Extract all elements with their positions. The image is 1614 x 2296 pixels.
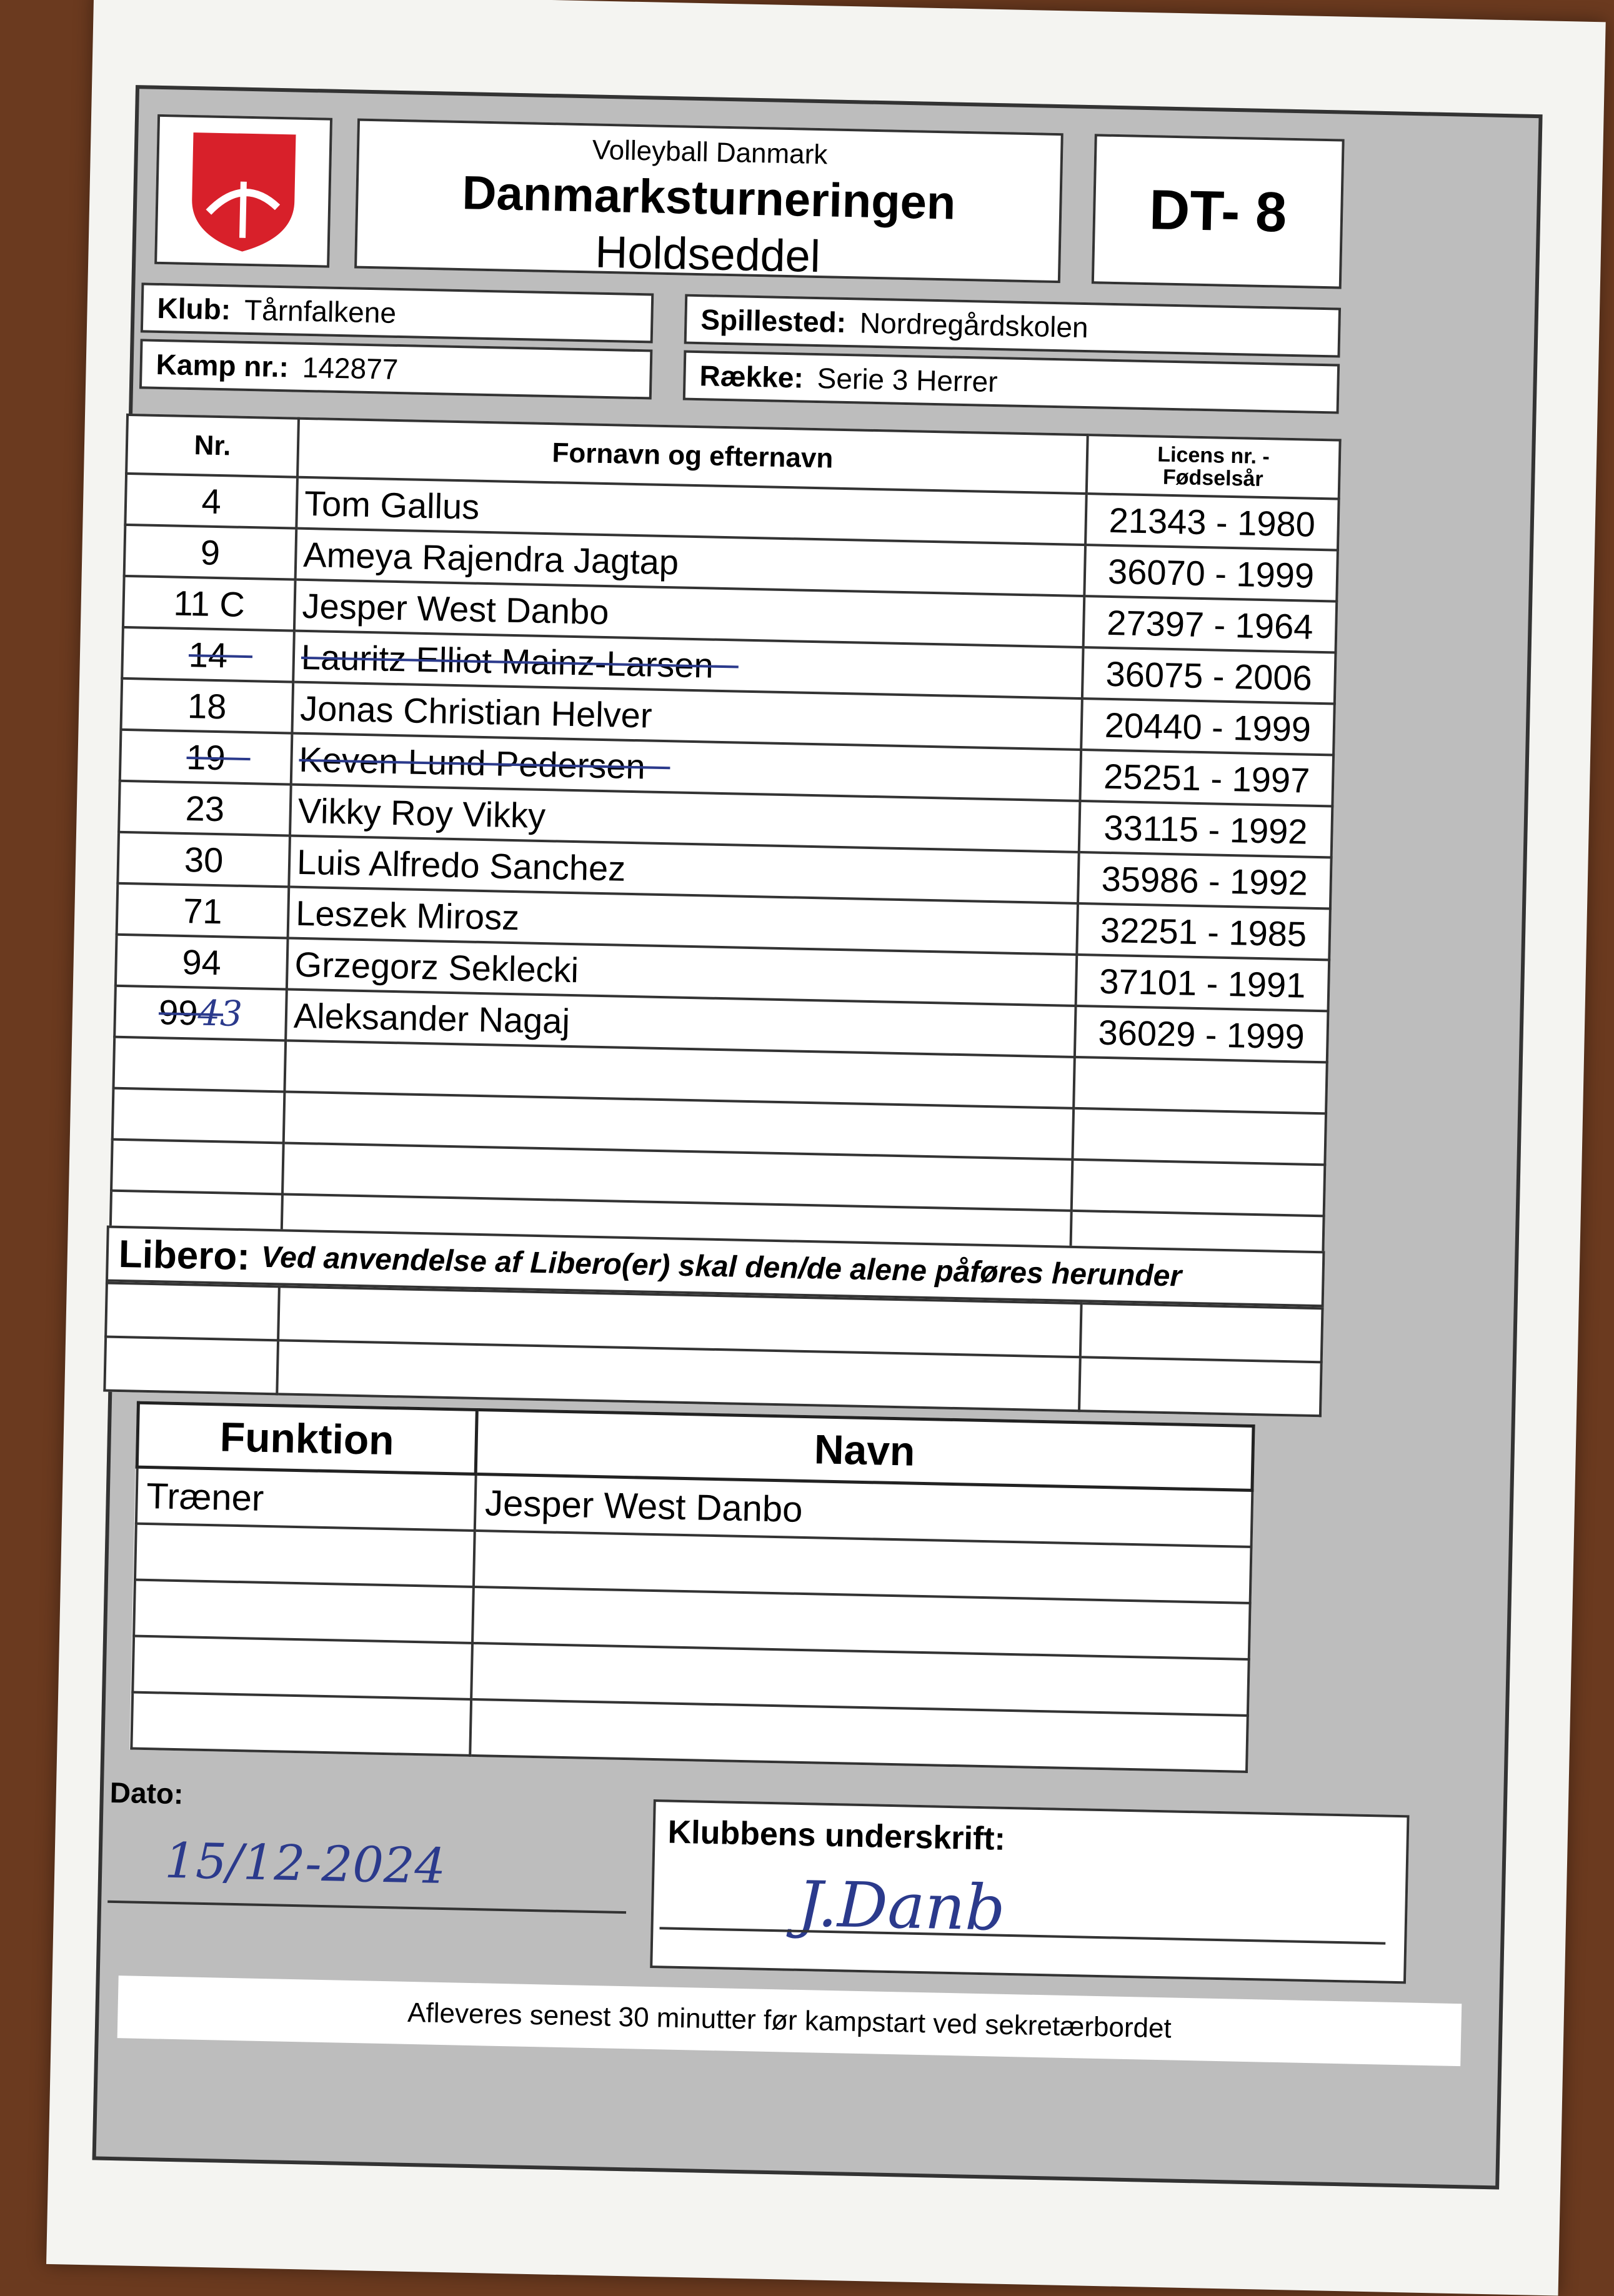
- player-name-text: Luis Alfredo Sanchez: [296, 842, 626, 888]
- kamp-value: 142877: [302, 350, 399, 385]
- player-license: 27397 - 1964: [1083, 596, 1337, 652]
- player-license: 36029 - 1999: [1075, 1006, 1328, 1062]
- license-header-line1: Licens nr. -: [1157, 442, 1270, 469]
- function-cell: Træner: [136, 1467, 476, 1531]
- player-nr-handwritten: 43: [197, 993, 243, 1035]
- libero-nr-cell[interactable]: [104, 1337, 278, 1394]
- signature-label: Klubbens underskrift:: [667, 1814, 1006, 1857]
- player-name-text: Ameya Rajendra Jagtap: [302, 534, 679, 582]
- player-name-text: Jonas Christian Helver: [299, 688, 653, 735]
- player-license: 21343 - 1980: [1085, 494, 1339, 550]
- volleyball-danmark-logo: [182, 124, 304, 258]
- signature-box: [650, 1799, 1409, 1984]
- player-license: 25251 - 1997: [1080, 750, 1333, 806]
- empty-nr-cell[interactable]: [112, 1088, 285, 1143]
- player-name-text: Tom Gallus: [304, 483, 480, 527]
- signature-line: [659, 1927, 1385, 1944]
- nr-header: Nr.: [126, 415, 299, 477]
- player-license: 37101 - 1991: [1076, 955, 1330, 1011]
- license-header: [1087, 435, 1340, 499]
- player-nr: [117, 832, 290, 887]
- player-nr-text: 19: [186, 737, 226, 777]
- player-nr-text: 4: [201, 480, 222, 521]
- player-license: 32251 - 1985: [1077, 903, 1330, 960]
- kamp-label: Kamp nr.:: [156, 347, 289, 384]
- player-nr: [117, 883, 289, 938]
- player-nr-text: 71: [182, 890, 223, 931]
- dato-label: Dato:: [109, 1776, 184, 1811]
- paper-sheet: [46, 0, 1606, 2296]
- player-license: 36070 - 1999: [1084, 545, 1338, 601]
- player-name-text: Leszek Mirosz: [295, 893, 520, 937]
- empty-license-cell[interactable]: [1072, 1108, 1326, 1165]
- player-nr-text: 9: [200, 532, 221, 572]
- empty-nr-cell[interactable]: [113, 1037, 286, 1092]
- footer-notice: Afleveres senest 30 minutter før kampstart ved sekretærbordet: [117, 1975, 1462, 2066]
- spillested-field: [684, 294, 1341, 358]
- empty-license-cell[interactable]: [1074, 1057, 1327, 1113]
- klub-field: [141, 282, 654, 343]
- org-name: Volleyball Danmark: [592, 134, 828, 171]
- page-subtitle: Holdseddel: [594, 227, 821, 282]
- player-nr: [120, 730, 292, 785]
- player-license: 35986 - 1992: [1078, 852, 1332, 908]
- player-nr-text: 18: [187, 685, 227, 726]
- klub-label: Klub:: [157, 291, 231, 326]
- raekke-label: Række:: [699, 359, 804, 394]
- libero-license-cell[interactable]: [1080, 1303, 1323, 1362]
- player-nr: [119, 781, 291, 836]
- libero-label: Libero:: [118, 1232, 251, 1278]
- form-frame: [92, 85, 1543, 2189]
- player-license: 36075 - 2006: [1082, 647, 1336, 703]
- player-nr-text: 99: [158, 992, 199, 1033]
- libero-nr-cell[interactable]: [106, 1283, 279, 1341]
- player-nr: [125, 474, 297, 529]
- player-name-text: Aleksander Nagaj: [293, 995, 570, 1041]
- roster-table: [109, 414, 1341, 1268]
- form-code: DT- 8: [1092, 134, 1345, 289]
- libero-note: Ved anvendelse af Libero(er) skal den/de alene påføres herunder: [261, 1240, 1182, 1293]
- function-name-header: Navn: [476, 1409, 1253, 1490]
- empty-nr-cell[interactable]: [111, 1140, 284, 1195]
- player-nr: [124, 525, 297, 580]
- page-title: Danmarksturneringen: [461, 166, 957, 230]
- player-name-text: Lauritz Elliot Mainz-Larsen: [301, 637, 714, 685]
- player-nr: [121, 678, 293, 733]
- title-box: [354, 119, 1064, 284]
- empty-function-cell[interactable]: [131, 1692, 471, 1756]
- player-name-text: Vikky Roy Vikky: [297, 790, 546, 835]
- raekke-field: [683, 350, 1340, 414]
- klub-value: Tårnfalkene: [244, 293, 397, 329]
- libero-license-cell[interactable]: [1079, 1357, 1322, 1416]
- empty-license-cell[interactable]: [1072, 1160, 1325, 1216]
- player-nr: [114, 986, 287, 1041]
- empty-function-cell[interactable]: [135, 1524, 475, 1587]
- empty-function-cell[interactable]: [134, 1580, 474, 1643]
- name-header: Fornavn og efternavn: [297, 419, 1088, 494]
- function-name-cell: Jesper West Danbo: [474, 1474, 1252, 1547]
- player-name-text: Keven Lund Pedersen: [298, 739, 646, 786]
- player-nr-text: 94: [181, 942, 222, 982]
- player-license: 33115 - 1992: [1079, 801, 1333, 857]
- function-header: Funktion: [137, 1403, 477, 1474]
- player-nr: [123, 576, 296, 631]
- player-nr: [122, 627, 294, 682]
- license-header-line2: Fødselsår: [1162, 465, 1264, 492]
- signature-value: J.Danb: [797, 1867, 1006, 1945]
- raekke-value: Serie 3 Herrer: [817, 362, 999, 399]
- player-nr: [116, 935, 288, 990]
- dato-value: 15/12-2024: [164, 1832, 447, 1896]
- player-nr-text: 23: [185, 788, 225, 828]
- spillested-label: Spillested:: [700, 303, 847, 339]
- logo-box: [154, 114, 332, 268]
- player-nr-text: 14: [188, 634, 228, 675]
- player-nr-text: 30: [184, 839, 224, 880]
- empty-function-cell[interactable]: [132, 1636, 472, 1699]
- player-name-text: Jesper West Danbo: [302, 585, 610, 632]
- function-table: [129, 1401, 1255, 1773]
- kamp-field: [139, 339, 652, 399]
- player-nr-text: 11 C: [173, 583, 246, 624]
- spillested-value: Nordregårdskolen: [859, 306, 1089, 344]
- dato-line: [107, 1901, 626, 1914]
- player-license: 20440 - 1999: [1081, 698, 1335, 755]
- player-name-text: Grzegorz Seklecki: [294, 944, 579, 990]
